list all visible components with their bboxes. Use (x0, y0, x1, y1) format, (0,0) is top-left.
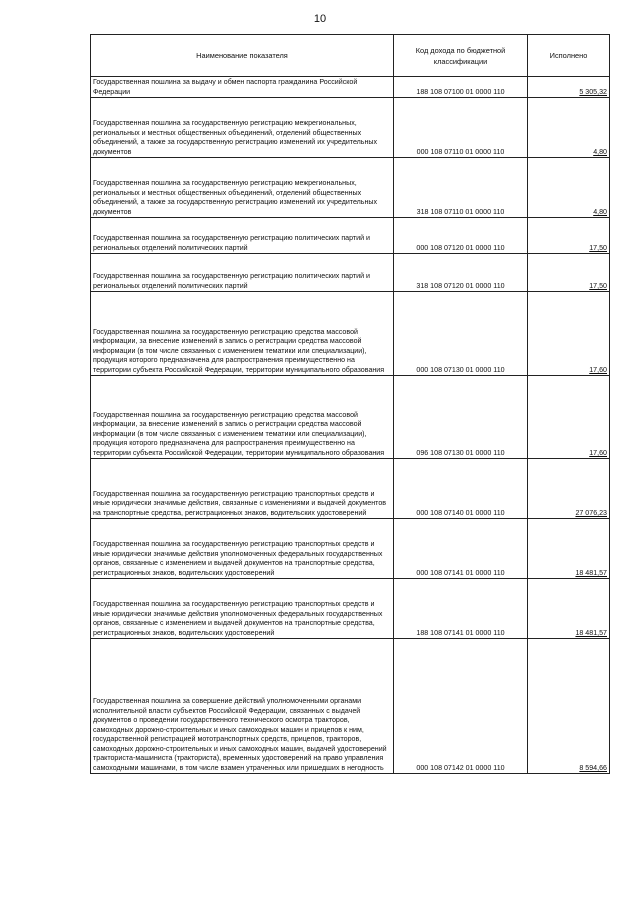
row-value: 17,50 (528, 218, 610, 254)
row-value: 8 594,66 (528, 639, 610, 774)
row-name: Государственная пошлина за государственную регистрацию транспортных средств и иные юридически значимые действия уполномоченных федеральных государственных органов, связанные с изменением и выдачей документов на транспортные средства, регистрационных знаков, водительских удостоверений (91, 579, 394, 639)
row-name: Государственная пошлина за государственную регистрацию политических партий и региональных отделений политических партий (91, 218, 394, 254)
row-code: 000 108 07142 01 0000 110 (394, 639, 528, 774)
header-code: Код дохода по бюджетной классификации (394, 35, 528, 77)
table-row (91, 254, 610, 292)
row-name: Государственная пошлина за государственную регистрацию транспортных средств и иные юридически значимые действия, связанные с изменениями и выдачей документов на транспортные средства, регистрационных знаков, водительских удостоверений (91, 459, 394, 519)
row-code: 188 108 07141 01 0000 110 (394, 579, 528, 639)
row-name: Государственная пошлина за государственную регистрацию межрегиональных, региональных и местных общественных объединений, отделений общественных объединений, а также за государственную регистрацию изменений их учредительных документов (91, 98, 394, 158)
row-code: 000 108 07110 01 0000 110 (394, 98, 528, 158)
table-row (91, 158, 610, 218)
row-name: Государственная пошлина за выдачу и обмен паспорта гражданина Российской Федерации (91, 77, 394, 98)
row-code: 318 108 07120 01 0000 110 (394, 254, 528, 292)
row-value: 18 481,57 (528, 579, 610, 639)
table-row (91, 218, 610, 254)
header-name: Наименование показателя (91, 35, 394, 77)
table-row (91, 376, 610, 459)
row-value: 17,50 (528, 254, 610, 292)
row-value: 4,80 (528, 158, 610, 218)
row-value: 17,60 (528, 376, 610, 459)
row-code: 000 108 07130 01 0000 110 (394, 292, 528, 376)
row-name: Государственная пошлина за государственную регистрацию политических партий и региональных отделений политических партий (91, 254, 394, 292)
row-name: Государственная пошлина за совершение действий уполномоченными органами исполнительной власти субъектов Российской Федерации, связанных с выдачей документов о проведении государственного технического осмотра тракторов, самоходных дорожно-строительных и иных самоходных машин и прицепов к ним, государственной регистрацией мототранспортных средств, прицепов, тракторов, самоходных дорожно-строительных и иных самоходных машин, выдачей удостоверений тракториста-машиниста (тракториста), временных удостоверений на право управления самоходными машинами, в том числе взамен утраченных или пришедших в негодность (91, 639, 394, 774)
table-row (91, 77, 610, 98)
row-value: 4,80 (528, 98, 610, 158)
row-value: 5 305,32 (528, 77, 610, 98)
row-code: 318 108 07110 01 0000 110 (394, 158, 528, 218)
header-row (91, 35, 610, 77)
table-row (91, 639, 610, 774)
row-name: Государственная пошлина за государственную регистрацию межрегиональных, региональных и местных общественных объединений, отделений общественных объединений, а также за государственную регистрацию изменений их учредительных документов (91, 158, 394, 218)
row-code: 000 108 07141 01 0000 110 (394, 519, 528, 579)
row-value: 27 076,23 (528, 459, 610, 519)
table-row (91, 98, 610, 158)
table-row (91, 579, 610, 639)
page-number: 10 (313, 13, 327, 25)
row-code: 000 108 07120 01 0000 110 (394, 218, 528, 254)
table-row (91, 519, 610, 579)
row-code: 000 108 07140 01 0000 110 (394, 459, 528, 519)
row-name: Государственная пошлина за государственную регистрацию средства массовой информации, за внесение изменений в запись о регистрации средства массовой информации (в том числе связанных с изменением тематики или специализации), продукция которого предназначена для распространения преимущественно на территории субъекта Российской Федерации, территории муниципального образования (91, 376, 394, 459)
row-code: 096 108 07130 01 0000 110 (394, 376, 528, 459)
row-value: 17,60 (528, 292, 610, 376)
table-row (91, 292, 610, 376)
header-value: Исполнено (528, 35, 610, 77)
revenue-table (90, 34, 610, 774)
row-name: Государственная пошлина за государственную регистрацию средства массовой информации, за внесение изменений в запись о регистрации средства массовой информации (в том числе связанных с изменением тематики или специализации), продукция которого предназначена для распространения преимущественно на территории субъекта Российской Федерации, территории муниципального образования (91, 292, 394, 376)
row-name: Государственная пошлина за государственную регистрацию транспортных средств и иные юридически значимые действия уполномоченных федеральных государственных органов, связанные с изменением и выдачей документов на транспортные средства, регистрационных знаков, водительских удостоверений (91, 519, 394, 579)
row-value: 18 481,57 (528, 519, 610, 579)
row-code: 188 108 07100 01 0000 110 (394, 77, 528, 98)
table-row (91, 459, 610, 519)
